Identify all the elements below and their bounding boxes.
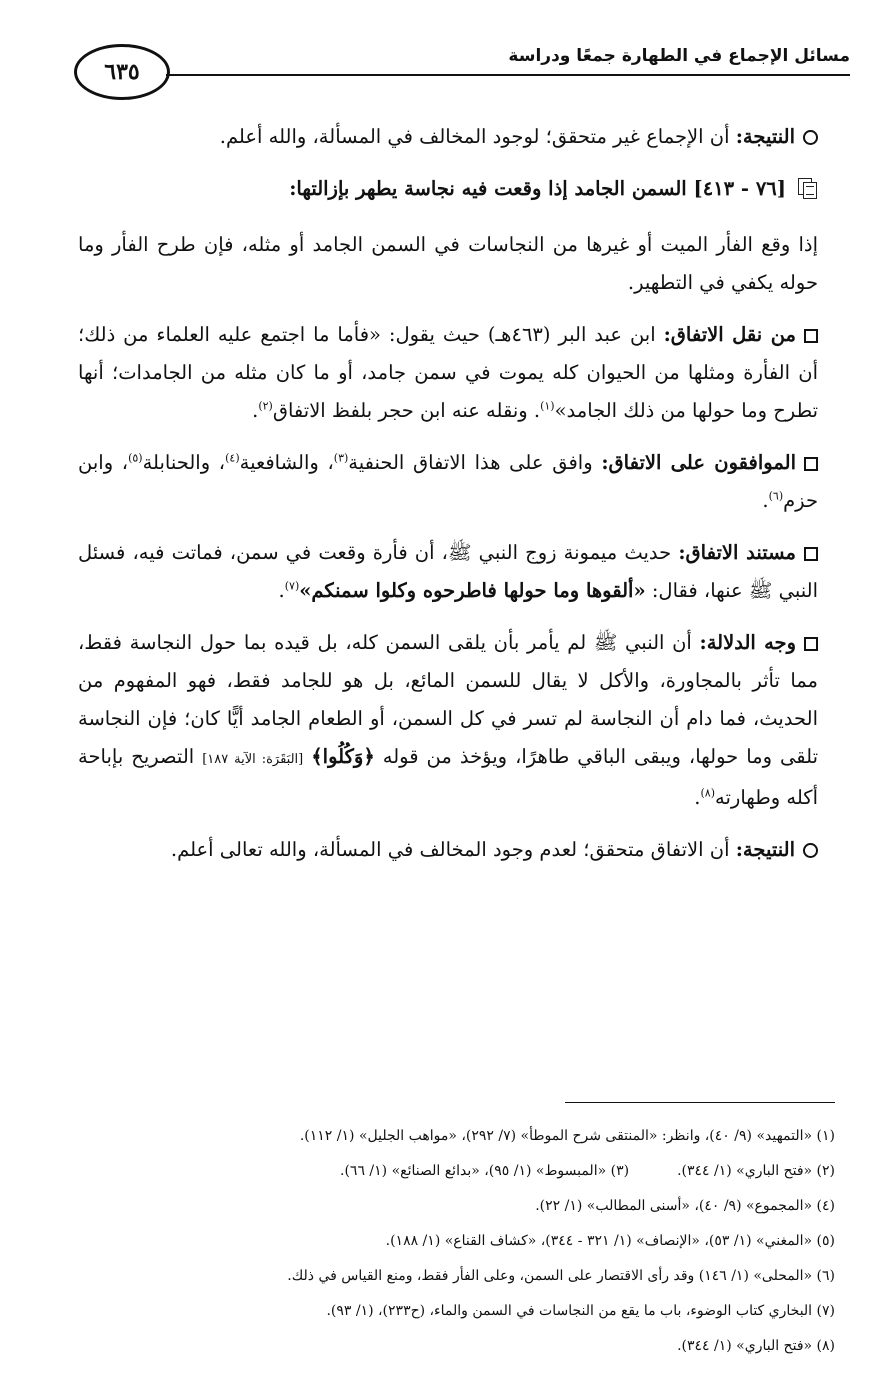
agreeing-text: ، والشافعية [239,451,334,474]
circle-bullet-icon [803,130,818,145]
transmission-text-2: . ونقله عنه ابن حجر بلفظ الاتفاق [272,399,541,422]
transmission-paragraph [78,316,818,430]
punctuation: . [278,579,285,602]
basis-paragraph [78,534,818,610]
square-bullet-icon [804,329,818,343]
header-title: مسائل الإجماع في الطهارة جمعًا ودراسة [508,46,850,66]
evidence-label: وجه الدلالة: [699,631,797,654]
circle-bullet-icon [803,843,818,858]
footnote-8: (٨) «فتح الباري» (١/ ٣٤٤). [677,1338,835,1354]
result-text: أن الإجماع غير متحقق؛ لوجود المخالف في المسألة، والله أعلم. [219,125,730,148]
footnotes [115,1092,835,1364]
basis-text: حديث ميمونة زوج النبي ﷺ، أن فأرة وقعت في سمن، فماتت فيه، فسئل النبي ﷺ عنها، فقال: [78,541,818,602]
result-paragraph-1 [78,118,818,156]
issue-heading-text: [٧٦ - ٤١٣] السمن الجامد إذا وقعت فيه نجاسة يطهر بإزالتها: [289,177,786,200]
punctuation: . [694,786,701,809]
footnote-ref: (٥) [128,451,143,465]
footnote-1: (١) «التمهيد» (٩/ ٤٠)، وانظر: «المنتقى شرح الموطأ» (٧/ ٢٩٢)، «مواهب الجليل» (١/ ١١٢). [299,1128,835,1144]
footnote-5: (٥) «المغني» (١/ ٥٣)، «الإنصاف» (١/ ٣٢١ - ٣٤٤)، «كشاف القناع» (١/ ١٨٨). [385,1233,835,1249]
page-number: ٦٣٥ [74,44,170,100]
square-bullet-icon [804,637,818,651]
transmission-text: ابن عبد البر (٤٦٣هـ) حيث يقول: «فأما ما اجتمع عليه العلماء من ذلك؛ أن الفأرة ومثلها من الحيوان كله يموت في سمن جامد، أو ما كان مثله من الجامدات؛ أنها تطرح وما حولها من ذلك الجامد» [78,323,818,422]
footnote-separator [565,1102,835,1103]
result-label: النتيجة: [735,838,795,861]
square-bullet-icon [804,457,818,471]
hadith-quote: «ألقوها وما حولها فاطرحوه وكلوا سمنكم» [299,579,646,602]
square-bullet-icon [804,547,818,561]
evidence-text-2: التصريح بإباحة أكله وطهارته [78,745,818,809]
transmission-label: من نقل الاتفاق: [663,323,796,346]
issue-statement: إذا وقع الفأر الميت أو غيرها من النجاسات في السمن الجامد أو مثله، فإن طرح الفأر وما حوله يكفي في التطهير. [78,233,818,294]
agreeing-label: الموافقون على الاتفاق: [601,451,796,474]
quran-verse: ﴿وَكُلُوا﴾ [311,745,375,768]
issue-heading [78,170,818,208]
footnote-4: (٤) «المجموع» (٩/ ٤٠)، «أسنى المطالب» (١/ ٢٢). [535,1198,835,1214]
basis-label: مستند الاتفاق: [678,541,796,564]
footnote-2-3-line [115,1154,835,1189]
result-label: النتيجة: [735,125,795,148]
result-text: أن الاتفاق متحقق؛ لعدم وجود المخالف في المسألة، والله تعالى أعلم. [170,838,730,861]
footnote-ref: (٦) [768,489,784,503]
footnote-ref: (٣) [333,451,349,465]
footnote-ref: (٨) [700,786,716,800]
agreeing-text: ، والحنابلة [142,451,226,474]
running-header [74,40,850,104]
agreeing-text: وافق على هذا الاتفاق الحنفية [348,451,593,474]
footnote-ref: (٤) [225,451,240,465]
header-rule [166,74,850,76]
footnote-6: (٦) «المحلى» (١/ ١٤٦) وقد رأى الاقتصار على السمن، وعلى الفأر فقط، ومنع القياس في ذلك. [287,1268,835,1284]
result-paragraph-2 [78,831,818,869]
footnote-2: (٢) «فتح الباري» (١/ ٣٤٤). [677,1163,835,1179]
agreeing-text: ، وابن حزم [78,451,818,512]
document-icon [798,178,818,198]
punctuation: . [252,399,259,422]
footnote-3: (٣) «المبسوط» (١/ ٩٥)، «بدائع الصنائع» (١/ ٦٦). [340,1163,630,1179]
footnote-ref: (٢) [258,399,273,413]
punctuation: . [762,489,769,512]
evidence-paragraph [78,624,818,817]
agreeing-paragraph [78,444,818,520]
footnote-ref: (٧) [284,579,300,593]
footnote-7: (٧) البخاري كتاب الوضوء، باب ما يقع من النجاسات في السمن والماء، (ح٢٣٣)، (١/ ٩٣). [326,1303,835,1319]
footnote-ref: (١) [540,399,555,413]
main-text [78,118,818,883]
verse-reference: [البَقَرَة: الآية ١٨٧] [202,752,304,767]
evidence-text: أن النبي ﷺ لم يأمر بأن يلقى السمن كله، بل قيده بما حول النجاسة فقط، مما تأثر بالمجاورة، والأكل لا يقال للسمن المائع، بل هو للجامد فقط، فهو المفهوم من الحديث، فما دام أن النجاسة لم تسر في كل السمن، أو الطعام الجامد أيًّا كان؛ فإن النجاسة تلقى وما حولها، ويبقى الباقي طاهرًا، ويؤخذ من قوله [78,631,819,768]
